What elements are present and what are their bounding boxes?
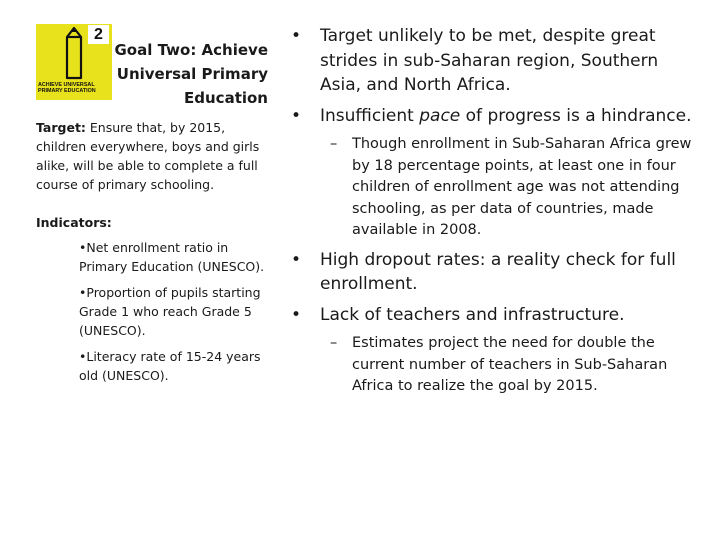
goal-number: 2 — [88, 25, 109, 44]
emphasis-pace: pace — [419, 105, 461, 126]
bullet-marker: • — [291, 304, 302, 325]
bullet-item: • Insufficient pace of progress is a hindrance. — [290, 104, 700, 129]
title-line-1: Goal Two: Achieve — [114, 41, 268, 59]
mdg-goal-2-logo — [36, 24, 112, 100]
bullet-marker: • — [291, 249, 302, 270]
sub-bullet-item: – Though enrollment in Sub-Saharan Africa grew by 18 percentage points, at least one in four children of enrollment age was not attending schooling, as per data of countries, made available in 2008. — [330, 136, 692, 238]
bullet-item: • High dropout rates: a reality check for full enrollment. — [291, 249, 676, 294]
bullet-item: • Target unlikely to be met, despite great strides in sub-Saharan region, Southern Asia, and North Africa. — [291, 26, 659, 95]
bullet-marker: • — [291, 26, 302, 46]
target-label: Target: — [36, 120, 86, 135]
indicator-item: •Literacy rate of 15-24 years old (UNESCO). — [79, 349, 261, 383]
title-line-2: Universal Primary — [116, 65, 268, 83]
dash-marker: – — [330, 335, 338, 351]
right-column — [290, 24, 700, 404]
target-paragraph — [36, 118, 271, 194]
indicators-list — [79, 238, 271, 385]
bullet-marker: • — [291, 105, 302, 126]
indicator-item: •Net enrollment ratio in Primary Education (UNESCO). — [79, 240, 265, 274]
indicators-heading: Indicators: — [36, 215, 112, 230]
bullet-item: • Lack of teachers and infrastructure. — [290, 303, 700, 328]
title-line-3: Education — [184, 89, 268, 107]
sub-bullet-item: – Estimates project the need for double the current number of teachers in Sub-Saharan Africa to realize the goal by 2015. — [330, 335, 668, 394]
target-text: Ensure that, by 2015, children everywhere, boys and girls alike, will be able to complete a full course of primary schooling. — [36, 120, 260, 192]
dash-marker: – — [330, 136, 338, 152]
logo-caption: ACHIEVE UNIVERSAL PRIMARY EDUCATION — [38, 82, 96, 95]
left-column — [36, 118, 271, 392]
slide-title — [112, 38, 268, 110]
indicator-item: •Proportion of pupils starting Grade 1 who reach Grade 5 (UNESCO). — [79, 285, 261, 338]
